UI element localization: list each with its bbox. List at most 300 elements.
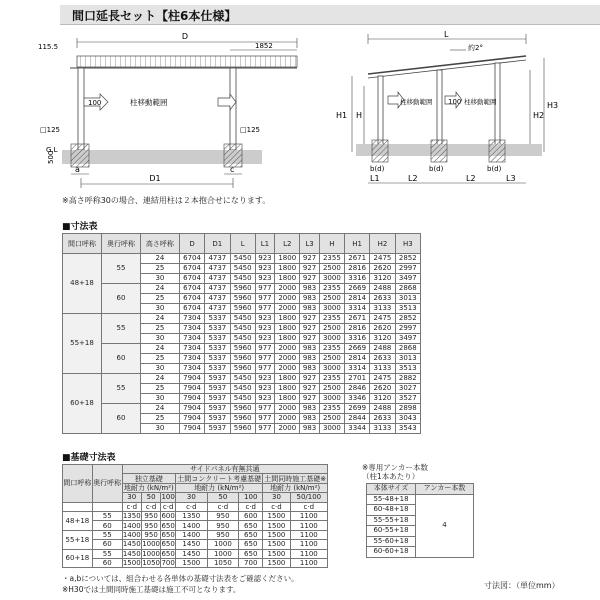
dim-value-cell: 2620: [370, 384, 395, 394]
dim-value-cell: 2852: [395, 254, 420, 264]
dim-value-cell: 2997: [395, 264, 420, 274]
base-frontage-cell: 48+18: [63, 511, 93, 530]
anchor-count-cell: 4: [416, 494, 474, 557]
dim-header-cell: L: [230, 234, 255, 254]
dim-value-cell: 3120: [370, 394, 395, 404]
dim-value-cell: 2669: [345, 284, 370, 294]
dim-value-cell: 5937: [205, 384, 230, 394]
dim-header-cell: 間口呼称: [63, 234, 102, 254]
dim-value-cell: 2620: [370, 324, 395, 334]
base-table-row: [63, 530, 328, 539]
dim-value-cell: 927: [300, 394, 319, 404]
dim-value-cell: 2000: [275, 344, 300, 354]
dim-value-cell: 24: [140, 314, 179, 324]
dim-value-cell: 3497: [395, 274, 420, 284]
dim-value-cell: 2500: [319, 264, 344, 274]
dim-value-cell: 2500: [319, 324, 344, 334]
dim-value-cell: 983: [300, 364, 319, 374]
dim-header-cell: H: [319, 234, 344, 254]
base-value-cell: 650: [161, 540, 175, 549]
dim-value-cell: 2500: [319, 294, 344, 304]
dim-value-cell: 1800: [275, 374, 300, 384]
dim-value-cell: 5937: [205, 404, 230, 414]
dim-value-cell: 1800: [275, 274, 300, 284]
base-value-cell: 1000: [142, 549, 161, 558]
bd-1-label: b(d): [370, 165, 385, 173]
dim-value-cell: 5450: [230, 274, 255, 284]
dim-value-cell: 1800: [275, 324, 300, 334]
dim-value-cell: 927: [300, 334, 319, 344]
base-value-cell: 1000: [142, 540, 161, 549]
base-value-cell: 950: [141, 530, 160, 539]
dim-value-cell: 977: [255, 354, 274, 364]
dim-value-cell: 2620: [370, 264, 395, 274]
front-elevation-diagram: [330, 28, 600, 198]
dim-value-cell: 1800: [275, 394, 300, 404]
dim-value-cell: 2868: [395, 284, 420, 294]
post-right-label: □125: [240, 126, 260, 134]
dim-header-cell: H3: [395, 234, 420, 254]
dim-value-cell: 6704: [179, 304, 204, 314]
dim-value-cell: 5960: [230, 344, 255, 354]
dim-value-cell: 927: [300, 384, 319, 394]
dim-value-cell: 2000: [275, 424, 300, 434]
dim-value-cell: 5960: [230, 294, 255, 304]
frontage-cell: 48+18: [63, 254, 102, 314]
depth-cell: 55: [101, 314, 140, 344]
sub-label-row: [63, 502, 328, 511]
title-bar: [60, 5, 600, 25]
dim-value-cell: 5937: [205, 424, 230, 434]
base-value-cell: 1500: [122, 559, 141, 568]
height-note: ※高さ呼称30の場合、連結用柱は２本抱合せになります。: [62, 196, 271, 205]
dim-value-cell: 2997: [395, 324, 420, 334]
dim-header-cell: L2: [275, 234, 300, 254]
dim-value-cell: 3513: [395, 304, 420, 314]
dim-header-cell: D1: [205, 234, 230, 254]
dim-value-cell: 2814: [345, 354, 370, 364]
anchor-size-cell: 60-48+18: [367, 505, 416, 516]
dim-table-row: [63, 284, 421, 294]
bd-2-label: b(d): [429, 165, 444, 173]
dim-value-cell: 3497: [395, 334, 420, 344]
depth-cell: 55: [101, 374, 140, 404]
dim-value-cell: 2671: [345, 314, 370, 324]
dim-value-cell: 2000: [275, 284, 300, 294]
dim-value-cell: 7904: [179, 394, 204, 404]
dim-value-cell: 3316: [345, 274, 370, 284]
dim-value-cell: 3000: [319, 334, 344, 344]
base-value-cell: 1100: [290, 521, 327, 530]
post-left-label: □125: [40, 126, 60, 134]
dim-value-cell: 5960: [230, 404, 255, 414]
anchor-header: [362, 463, 428, 481]
dim-value-cell: 923: [255, 254, 274, 264]
dim-value-cell: 7904: [179, 414, 204, 424]
dim-value-cell: 2500: [319, 354, 344, 364]
dim-value-cell: 25: [140, 264, 179, 274]
base-value-cell: 950: [141, 511, 160, 520]
category-independent: 独立基礎: [122, 474, 175, 483]
dim-value-cell: 24: [140, 284, 179, 294]
dim-D-label: D: [181, 32, 189, 41]
dim-value-cell: 2868: [395, 344, 420, 354]
dim-value-cell: 3344: [345, 424, 370, 434]
depth-cell: 55: [101, 254, 140, 284]
roof: [77, 56, 297, 67]
dim-value-cell: 7304: [179, 354, 204, 364]
dim-value-cell: 5450: [230, 334, 255, 344]
dim-value-cell: 5450: [230, 314, 255, 324]
dim-value-cell: 983: [300, 294, 319, 304]
dim-value-cell: 7304: [179, 324, 204, 334]
dim-value-cell: 5960: [230, 414, 255, 424]
dim-value-cell: 6704: [179, 274, 204, 284]
capacity-value-cell: 30: [176, 493, 208, 502]
sub-label-cell: c·d: [263, 502, 290, 511]
dim-value-cell: 2488: [370, 284, 395, 294]
dim-value-cell: 24: [140, 344, 179, 354]
base-value-cell: 1450: [176, 549, 208, 558]
base-value-cell: 1450: [176, 540, 208, 549]
base-value-cell: 1450: [122, 549, 141, 558]
dim-value-cell: 6704: [179, 294, 204, 304]
dim-value-cell: 5960: [230, 354, 255, 364]
base-depth-cell: 55: [92, 549, 122, 558]
H-label: H: [356, 111, 363, 120]
dim-value-cell: 3133: [370, 304, 395, 314]
dim-value-cell: 3043: [395, 414, 420, 424]
dim-value-cell: 7304: [179, 364, 204, 374]
dim-value-cell: 2000: [275, 304, 300, 314]
dim-value-cell: 983: [300, 414, 319, 424]
sub-label-cell: c·d: [239, 502, 263, 511]
dim-value-cell: 2500: [319, 384, 344, 394]
base-table-row: [63, 521, 328, 530]
front-post-3: [495, 63, 500, 152]
dim-value-cell: 2814: [345, 294, 370, 304]
dim-value-cell: 983: [300, 344, 319, 354]
base-value-cell: 1100: [290, 530, 327, 539]
base-value-cell: 1400: [122, 530, 141, 539]
dim-value-cell: 24: [140, 254, 179, 264]
footnotes: [62, 573, 299, 595]
base-value-cell: 650: [161, 521, 175, 530]
dim-value-cell: 30: [140, 274, 179, 284]
dim-value-cell: 2355: [319, 374, 344, 384]
dim-header-cell: 奥行呼称: [101, 234, 140, 254]
base-table-row: [63, 549, 328, 558]
dim-value-cell: 5337: [205, 354, 230, 364]
dim-value-cell: 2846: [345, 384, 370, 394]
dim-value-cell: 2852: [395, 314, 420, 324]
category-simultaneous: 土間同時施工基礎※: [264, 474, 327, 483]
dimension-table: [62, 233, 421, 434]
dim-value-cell: 3000: [319, 274, 344, 284]
dim-value-cell: 4737: [205, 264, 230, 274]
base-value-cell: 1500: [263, 540, 290, 549]
dim-value-cell: 5337: [205, 324, 230, 334]
base-depth-cell: 60: [92, 558, 122, 567]
dim-value-cell: 2355: [319, 314, 344, 324]
dim-value-cell: 927: [300, 274, 319, 284]
dim-value-cell: 3133: [370, 424, 395, 434]
dim-value-cell: 24: [140, 374, 179, 384]
dim-value-cell: 25: [140, 414, 179, 424]
base-value-cell: 1000: [207, 549, 239, 558]
base-depth-cell: 60: [92, 521, 122, 530]
base-value-cell: 1500: [176, 558, 208, 567]
base-value-cell: 650: [239, 530, 263, 539]
H1-label: H1: [336, 111, 348, 120]
dim-value-cell: 2633: [370, 354, 395, 364]
frontage-cell: 55+18: [63, 314, 102, 374]
base-value-cell: 1000: [207, 540, 239, 549]
dim-value-cell: 4737: [205, 284, 230, 294]
dim-value-cell: 5450: [230, 394, 255, 404]
base-value-cell: 600: [239, 511, 263, 520]
capacity-1: 地耐力 (kN/m²): [123, 483, 174, 492]
dim-table-row: [63, 344, 421, 354]
dim-value-cell: 2355: [319, 404, 344, 414]
dim-value-cell: 977: [255, 414, 274, 424]
dim-value-cell: 2633: [370, 294, 395, 304]
col-depth: 奥行呼称: [92, 465, 122, 503]
capacity-value-cell: 30: [122, 493, 141, 502]
dim-value-cell: 2898: [395, 404, 420, 414]
dim-value-cell: 983: [300, 404, 319, 414]
move-range-1-label: 柱移動範囲: [400, 98, 433, 106]
sub-label-cell: c·d: [141, 502, 160, 511]
base-value-cell: 1100: [290, 558, 327, 567]
dim-value-cell: 2475: [370, 314, 395, 324]
dim-value-cell: 2816: [345, 324, 370, 334]
sub-label-cell: c·d: [176, 502, 208, 511]
capacity-value-cell: 50: [207, 493, 239, 502]
dim-value-cell: 3013: [395, 354, 420, 364]
base-table-row: [63, 540, 328, 549]
base-value-cell: 1100: [290, 511, 327, 520]
base-value-cell: 1400: [122, 521, 141, 530]
dim-value-cell: 2000: [275, 364, 300, 374]
base-value-cell: 1500: [263, 549, 290, 558]
move-range-label: 柱移動範囲: [130, 98, 168, 107]
dim-value-cell: 5450: [230, 384, 255, 394]
anchor-size-cell: 60-55+18: [367, 526, 416, 537]
depth-cell: 60: [101, 344, 140, 374]
page-title: 間口延長セット【柱6本仕様】: [72, 9, 237, 23]
base-value-cell: 1500: [263, 521, 290, 530]
base-value-cell: 700: [161, 559, 175, 568]
dim-value-cell: 7904: [179, 404, 204, 414]
dim-value-cell: 5960: [230, 284, 255, 294]
dim-value-cell: 3120: [370, 334, 395, 344]
anchor-table: [366, 483, 474, 558]
base-value-cell: 700: [239, 558, 263, 567]
base-value-cell: 950: [207, 521, 239, 530]
dim-value-cell: 6704: [179, 254, 204, 264]
dim-value-cell: 5450: [230, 264, 255, 274]
dim-value-cell: 2699: [345, 404, 370, 414]
dim-value-cell: 3000: [319, 364, 344, 374]
dim-value-cell: 3314: [345, 304, 370, 314]
base-value-cell: 1400: [176, 521, 208, 530]
base-value-cell: 1400: [176, 530, 208, 539]
anchor-head-line2: （柱1本あたり）: [362, 472, 420, 481]
base-value-cell: 1450: [122, 540, 141, 549]
dim-value-cell: 5337: [205, 344, 230, 354]
arrow-100-label: 100: [88, 99, 102, 107]
base-frontage-cell: 60+18: [63, 549, 93, 568]
dim-value-cell: 2488: [370, 404, 395, 414]
dim-value-cell: 3314: [345, 364, 370, 374]
move-range-2-label: 柱移動範囲: [464, 98, 497, 106]
capacity-2: 地耐力 (kN/m²): [176, 483, 263, 492]
dim-value-cell: 927: [300, 324, 319, 334]
footnote-2: ※H30では土間同時施工基礎は施工不可となります。: [62, 585, 241, 594]
depth-cell: 60: [101, 404, 140, 434]
dim-value-cell: 1800: [275, 264, 300, 274]
dim-value-cell: 4737: [205, 274, 230, 284]
dim-value-cell: 5937: [205, 414, 230, 424]
dim-value-cell: 25: [140, 324, 179, 334]
dim-value-cell: 977: [255, 284, 274, 294]
dim-value-cell: 2475: [370, 374, 395, 384]
dim-value-cell: 6704: [179, 284, 204, 294]
dim-header-cell: L1: [255, 234, 274, 254]
dim-value-cell: 927: [300, 264, 319, 274]
capacity-3: 地耐力 (kN/m²): [263, 483, 328, 492]
capacity-value-cell: 50/100: [290, 493, 327, 502]
base-table-row: [63, 558, 328, 567]
dim-value-cell: 977: [255, 404, 274, 414]
dim-L-label: L: [444, 30, 449, 39]
dim-table-row: [63, 314, 421, 324]
dim-value-cell: 923: [255, 264, 274, 274]
dim-value-cell: 923: [255, 274, 274, 284]
depth-500-label: 500: [47, 150, 55, 164]
dim-value-cell: 2000: [275, 294, 300, 304]
dim-value-cell: 923: [255, 334, 274, 344]
dim-value-cell: 923: [255, 374, 274, 384]
dim-value-cell: 1800: [275, 384, 300, 394]
base-value-cell: 650: [239, 540, 263, 549]
anchor-size-cell: 55-55+18: [367, 515, 416, 526]
base-value-cell: 1100: [290, 540, 327, 549]
dim-value-cell: 7904: [179, 374, 204, 384]
dim-value-cell: 923: [255, 324, 274, 334]
dim-value-cell: 3527: [395, 394, 420, 404]
foundation-table: [62, 464, 328, 568]
base-value-cell: 1500: [263, 558, 290, 567]
L2b-label: L2: [466, 174, 476, 183]
approx-angle-label: 約2°: [468, 44, 483, 52]
dim-value-cell: 30: [140, 304, 179, 314]
anchor-head-line1: ※専用アンカー本数: [362, 463, 428, 472]
dim-value-cell: 5960: [230, 304, 255, 314]
base-table-row: [63, 511, 328, 520]
dim-value-cell: 2355: [319, 254, 344, 264]
capacity-value-cell: 50: [141, 493, 160, 502]
base-value-cell: 1050: [142, 559, 161, 568]
dim-value-cell: 2633: [370, 414, 395, 424]
dim-header-cell: 高さ呼称: [140, 234, 179, 254]
anchor-size-cell: 55-60+18: [367, 536, 416, 547]
dim-value-cell: 983: [300, 424, 319, 434]
dim-value-cell: 30: [140, 424, 179, 434]
dim-header-cell: H2: [370, 234, 395, 254]
dim-value-cell: 5960: [230, 424, 255, 434]
dim-value-cell: 30: [140, 364, 179, 374]
base-value-cell: 650: [239, 549, 263, 558]
dim-value-cell: 983: [300, 284, 319, 294]
category-slab: 土間コンクリート考慮基礎: [177, 474, 262, 483]
dim-value-cell: 2355: [319, 344, 344, 354]
dim-value-cell: 3000: [319, 304, 344, 314]
dim-value-cell: 7904: [179, 384, 204, 394]
dim-value-cell: 25: [140, 384, 179, 394]
frontage-cell: 60+18: [63, 374, 102, 434]
dim-value-cell: 5960: [230, 364, 255, 374]
sub-label-cell: c·d: [122, 502, 141, 511]
H3-label: H3: [547, 101, 559, 110]
sub-label-cell: c·d: [290, 502, 327, 511]
dim-value-cell: 24: [140, 404, 179, 414]
base-depth-cell: 55: [92, 511, 122, 520]
dim-value-cell: 923: [255, 394, 274, 404]
dim-value-cell: 3543: [395, 424, 420, 434]
dim-value-cell: 3120: [370, 274, 395, 284]
dim-value-cell: 4737: [205, 304, 230, 314]
dim-value-cell: 7904: [179, 424, 204, 434]
anchor-col-count: アンカー本数: [416, 484, 474, 495]
dim-value-cell: 5337: [205, 334, 230, 344]
dim-value-cell: 30: [140, 334, 179, 344]
dim-value-cell: 3513: [395, 364, 420, 374]
dim-value-cell: 25: [140, 294, 179, 304]
dim-value-cell: 927: [300, 314, 319, 324]
anchor-col-size: 本体サイズ: [367, 484, 416, 495]
dim-value-cell: 2671: [345, 254, 370, 264]
dim-value-cell: 6704: [179, 264, 204, 274]
base-depth-cell: 60: [92, 540, 122, 549]
dim-value-cell: 2488: [370, 344, 395, 354]
base-value-cell: 1350: [122, 512, 141, 521]
dim-value-cell: 3000: [319, 394, 344, 404]
footnote-1: ・a,bについては、組合わせる各単体の基礎寸法表をご確認ください。: [62, 574, 299, 583]
dim-value-cell: 927: [300, 254, 319, 264]
dim-value-cell: 983: [300, 304, 319, 314]
post-left: [78, 68, 84, 150]
dim-value-cell: 1800: [275, 334, 300, 344]
base-value-cell: 950: [141, 521, 160, 530]
dim-value-cell: 1800: [275, 314, 300, 324]
dim-value-cell: 5450: [230, 374, 255, 384]
dim-value-cell: 923: [255, 314, 274, 324]
top-header: サイドパネル有無共通: [122, 465, 327, 474]
sub-label-cell: c·d: [161, 502, 176, 511]
base-value-cell: 1500: [263, 530, 290, 539]
dim-value-cell: 2882: [395, 374, 420, 384]
dim-value-cell: 977: [255, 304, 274, 314]
dim-value-cell: 2000: [275, 354, 300, 364]
base-value-cell: 950: [207, 530, 239, 539]
base-value-cell: 1100: [290, 549, 327, 558]
dim-header-cell: D: [179, 234, 204, 254]
base-depth-cell: 55: [92, 530, 122, 539]
base-value-cell: 950: [207, 511, 239, 520]
capacity-value-cell: 100: [239, 493, 263, 502]
